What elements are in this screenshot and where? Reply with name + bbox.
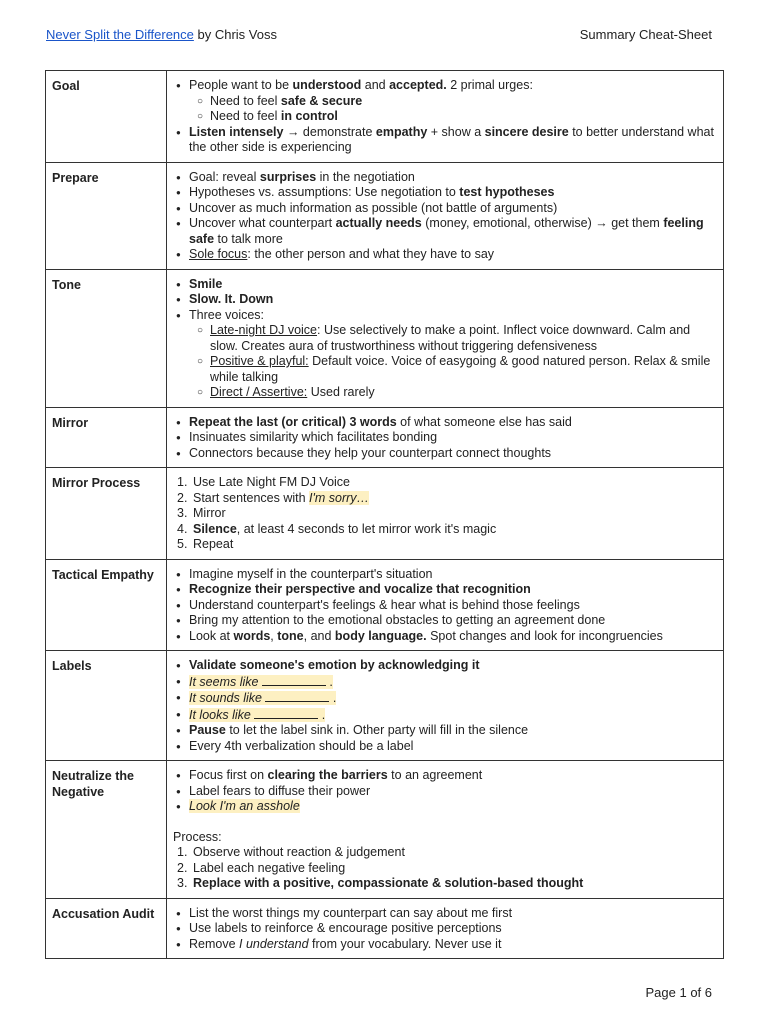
bullet-item: ● Validate someone's emotion by acknowledging it	[173, 658, 715, 674]
section-label: Accusation Audit	[46, 898, 167, 959]
bullet-item: ● Hypotheses vs. assumptions: Use negotiation to test hypotheses	[173, 185, 715, 201]
item-number: 2.	[177, 860, 188, 875]
section-label: Prepare	[46, 162, 167, 269]
section-content	[167, 468, 724, 560]
bullet-item: ● Pause to let the label sink in. Other party will fill in the silence	[173, 723, 715, 739]
item-number: 4.	[177, 521, 188, 536]
section-content	[167, 651, 724, 761]
numbered-item: 4. Silence, at least 4 seconds to let mirror work it's magic	[177, 521, 497, 536]
numbered-item: 3. Replace with a positive, compassionate & solution-based thought	[177, 876, 584, 890]
bullet-item: ● List the worst things my counterpart can say about me first	[173, 906, 715, 922]
section-row-neutralize-the-negative	[46, 761, 724, 899]
bullet-item: ● It seems like .	[173, 674, 715, 691]
bullet-item: ● Connectors because they help your counterpart connect thoughts	[173, 446, 715, 462]
numbered-item: 3. Mirror	[177, 506, 226, 520]
section-row-tone	[46, 269, 724, 407]
section-label: Tactical Empathy	[46, 559, 167, 651]
section-row-mirror-process	[46, 468, 724, 560]
section-label: Labels	[46, 651, 167, 761]
bullet-item: ● Use labels to reinforce & encourage positive perceptions	[173, 921, 715, 937]
bullet-item: ● Bring my attention to the emotional obstacles to getting an agreement done	[173, 613, 715, 629]
bullet-item: ● Uncover what counterpart actually needs (money, emotional, otherwise) → get them feeling safe to talk more	[173, 216, 715, 247]
bullet-item: ● Listen intensely → demonstrate empathy + show a sincere desire to better understand what the other side is experiencing	[173, 125, 715, 156]
section-row-accusation-audit	[46, 898, 724, 959]
section-row-mirror	[46, 407, 724, 468]
section-content	[167, 162, 724, 269]
item-number: 1.	[177, 845, 188, 859]
section-label: Mirror	[46, 407, 167, 468]
section-label: Neutralize the Negative	[46, 761, 167, 899]
section-row-goal	[46, 71, 724, 163]
bullet-item: ● Look at words, tone, and body language. Spot changes and look for incongruencies	[173, 629, 715, 645]
bullet-item: ● Recognize their perspective and vocalize that recognition	[173, 582, 715, 598]
section-label: Mirror Process	[46, 468, 167, 560]
bullet-item: ● Uncover as much information as possible (not battle of arguments)	[173, 201, 715, 217]
item-number: 5.	[177, 537, 188, 551]
bullet-item: ● Remove I understand from your vocabulary. Never use it	[173, 937, 715, 953]
page-number: Page 1 of 6	[645, 985, 712, 1000]
author: by Chris Voss	[193, 27, 277, 42]
section-content	[167, 761, 724, 899]
bullet-item: ● It sounds like .	[173, 690, 715, 707]
item-number: 2.	[177, 490, 188, 505]
bullet-item: ● Slow. It. Down	[173, 292, 715, 308]
spacer	[173, 815, 715, 830]
bullet-item: ● Three voices:	[173, 308, 715, 324]
sub-bullet-item: ○ Need to feel safe & secure	[173, 94, 715, 110]
sub-bullet-item: ○ Need to feel in control	[173, 109, 715, 125]
bullet-item: ● Focus first on clearing the barriers to an agreement	[173, 768, 715, 784]
bullet-item: ● It looks like .	[173, 707, 715, 724]
numbered-item: 5. Repeat	[177, 537, 234, 551]
section-content	[167, 269, 724, 407]
header-left	[46, 27, 277, 45]
cheat-sheet-table	[45, 70, 724, 959]
bullet-item: ● Repeat the last (or critical) 3 words of what someone else has said	[173, 415, 715, 431]
section-content	[167, 407, 724, 468]
bullet-item: ● Look I'm an asshole	[173, 799, 715, 815]
section-row-tactical-empathy	[46, 559, 724, 651]
bullet-item: ● Label fears to diffuse their power	[173, 784, 715, 800]
bullet-item: ● Imagine myself in the counterpart's situation	[173, 567, 715, 583]
item-number: 3.	[177, 506, 188, 520]
section-content	[167, 898, 724, 959]
bullet-item: ● Goal: reveal surprises in the negotiation	[173, 170, 715, 186]
bullet-item: ● Understand counterpart's feelings & hear what is behind those feelings	[173, 598, 715, 614]
section-row-labels	[46, 651, 724, 761]
item-number: 3.	[177, 876, 188, 890]
bullet-item: ● People want to be understood and accepted. 2 primal urges:	[173, 78, 715, 94]
section-content	[167, 71, 724, 163]
bullet-item: ● Smile	[173, 277, 715, 293]
page-header	[46, 27, 712, 45]
numbered-item: 1. Observe without reaction & judgement	[177, 845, 405, 859]
book-title-link[interactable]: Never Split the Difference	[46, 27, 194, 42]
bullet-item: ● Every 4th verbalization should be a label	[173, 739, 715, 755]
plain-line: Process:	[173, 829, 222, 844]
sub-bullet-item: ○ Late-night DJ voice: Use selectively to make a point. Inflect voice downward. Calm and slow. Creates aura of trustworthiness without triggering defensiveness	[173, 323, 715, 354]
bullet-item: ● Sole focus: the other person and what they have to say	[173, 247, 715, 263]
section-label: Tone	[46, 269, 167, 407]
item-number: 1.	[177, 475, 188, 489]
section-row-prepare	[46, 162, 724, 269]
section-content	[167, 559, 724, 651]
numbered-item: 2. Start sentences with I'm sorry…	[177, 490, 370, 505]
section-label: Goal	[46, 71, 167, 163]
numbered-item: 2. Label each negative feeling	[177, 860, 346, 875]
bullet-item: ● Insinuates similarity which facilitates bonding	[173, 430, 715, 446]
sub-bullet-item: ○ Positive & playful: Default voice. Voice of easygoing & good natured person. Relax & smile while talking	[173, 354, 715, 385]
numbered-item: 1. Use Late Night FM DJ Voice	[177, 475, 351, 489]
cheat-sheet-body	[46, 71, 724, 959]
header-right-title: Summary Cheat-Sheet	[579, 27, 712, 42]
sub-bullet-item: ○ Direct / Assertive: Used rarely	[173, 385, 715, 401]
